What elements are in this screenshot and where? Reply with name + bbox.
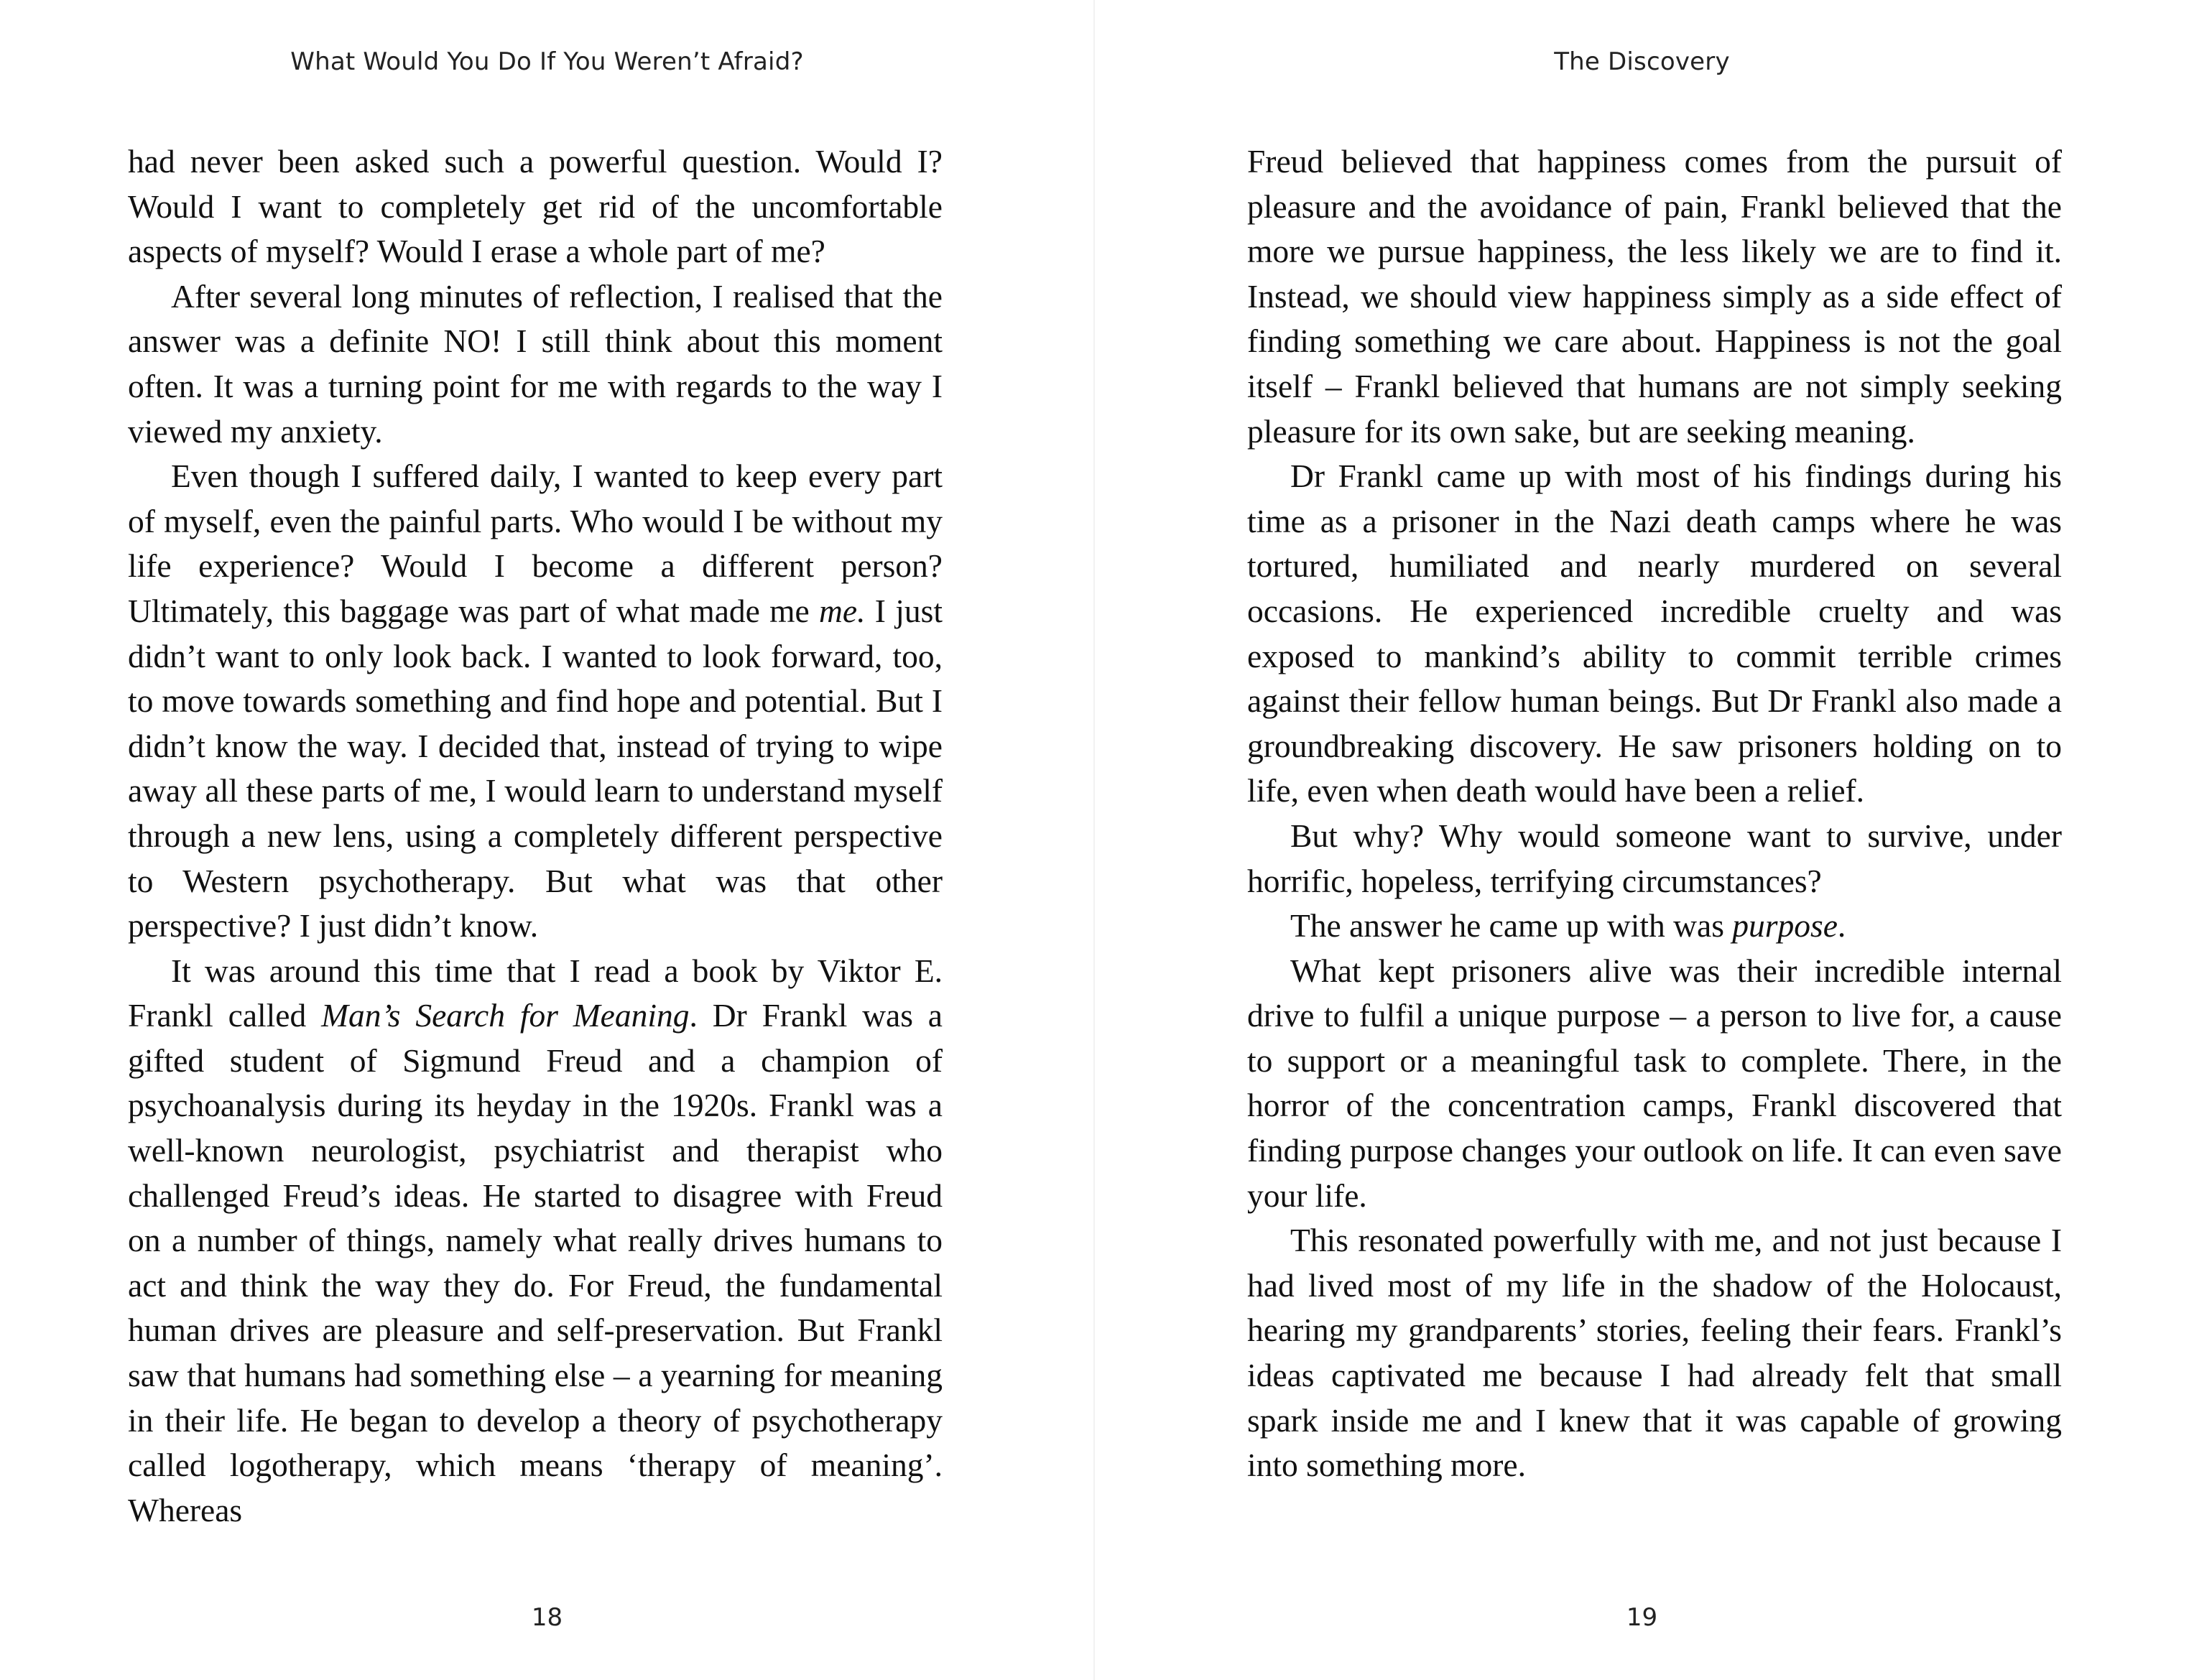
left-paragraph-4-text-a: It was around this time that I read a book by Viktor E. Frankl called [128,952,943,1034]
book-title-emphasis: Man’s Search for Meaning [321,997,690,1034]
right-paragraph-3: But why? Why would someone want to survive, under horrific, hopeless, terrifying circumstances? [1247,817,2062,899]
right-paragraph-6: This resonated powerfully with me, and not just because I had lived most of my life in the shadow of the Holocaust, hearing my grandparents’ stories, feeling their fears. Frankl’s ideas captivated me because I had already felt that small spark inside me and I knew that it was capable of growing into something more. [1247,1222,2062,1484]
left-paragraph-1: had never been asked such a powerful question. Would I? Would I want to completely get rid of the uncomfortable aspects of myself? Would I erase a whole part of me? [128,143,943,270]
right-paragraph-4 [1247,904,2062,949]
purpose-emphasis: purpose [1732,907,1838,945]
right-paragraph-4-text-a: The answer he came up with was [1290,907,1733,945]
right-paragraph-4-text-b: . [1837,907,1846,945]
left-page [0,0,1094,1680]
page-number-left: 18 [531,1603,563,1632]
left-paragraph-3-text-b: I just didn’t want to only look back. I wanted to look forward, too, to move towards something and find hope and potential. But I didn’t know the way. I decided that, instead of trying to wipe away all these parts of me, I would learn to understand myself through a new lens, using a completely different perspective to Western psychotherapy. But what was that other perspective? I just didn’t know. [128,592,943,945]
left-paragraph-3 [128,454,943,949]
right-paragraph-2: Dr Frankl came up with most of his findings during his time as a prisoner in the Nazi death camps where he was tortured, humiliated and nearly murdered on several occasions. He experienced incredible cruelty and was exposed to mankind’s ability to commit terrible crimes against their fellow human beings. But Dr Frankl also made a groundbreaking discovery. He saw prisoners holding on to life, even when death would have been a relief. [1247,458,2062,809]
left-paragraph-3-emphasis: me. [819,592,866,629]
left-page-body [128,139,943,1533]
left-paragraph-4-text-b: . Dr Frankl was a gifted student of Sigmund Freud and a champion of psychoanalysis during its heyday in the 1920s. Frankl was a well-known neurologist, psychiatrist and therapist who challenged Freud’s ideas. He started to disagree with Freud on a number of things, namely what really drives humans to act and think the way they do. For Freud, the fundamental human drives are pleasure and self-preservation. But Frankl saw that humans had something else – a yearning for meaning in their life. He began to develop a theory of psychotherapy called logotherapy, which means ‘therapy of meaning’. Whereas [128,997,943,1528]
left-paragraph-4 [128,949,943,1533]
page-number-right: 19 [1626,1603,1658,1632]
running-head-left: What Would You Do If You Weren’t Afraid? [290,47,804,76]
running-head-right: The Discovery [1554,47,1730,76]
right-page-body [1247,139,2062,1488]
left-paragraph-2: After several long minutes of reflection, I realised that the answer was a definite NO! I still think about this moment often. It was a turning point for me with regards to the way I viewed my anxiety. [128,277,943,450]
left-paragraph-3-text-a: Even though I suffered daily, I wanted to keep every part of myself, even the painful parts. Who would I be without my life experience? Would I become a different person? Ultimately, this baggage was part of what made me [128,458,943,629]
right-paragraph-1: Freud believed that happiness comes from the pursuit of pleasure and the avoidance of pain, Frankl believed that the more we pursue happiness, the less likely we are to find it. Instead, we should view happiness simply as a side effect of finding something we care about. Happiness is not the goal itself – Frankl believed that humans are not simply seeking pleasure for its own sake, but are seeking meaning. [1247,143,2062,450]
right-page [1095,0,2189,1680]
right-paragraph-5: What kept prisoners alive was their incredible internal drive to fulfil a unique purpose – a person to live for, a cause to support or a meaningful task to complete. There, in the horror of the concentration camps, Frankl discovered that finding purpose changes your outlook on life. It can even save your life. [1247,952,2062,1214]
